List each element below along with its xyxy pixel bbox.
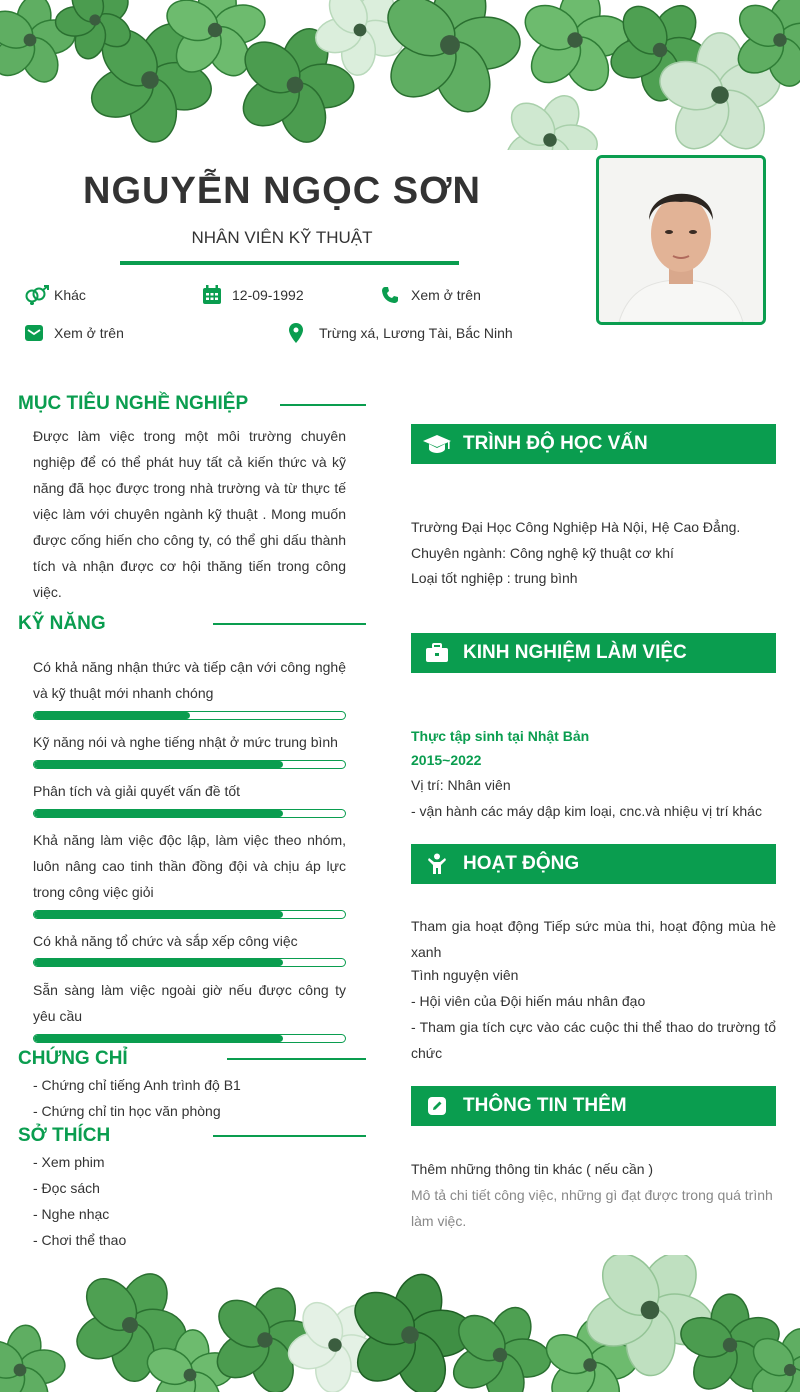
objective-heading: MỤC TIÊU NGHỀ NGHIỆP	[18, 393, 249, 414]
experience-title: KINH NGHIỆM LÀM VIỆC	[463, 642, 687, 663]
additional-info-description: Mô tả chi tiết công việc, những gì đạt được trong quá trình làm việc.	[411, 1187, 773, 1229]
briefcase-icon	[411, 633, 463, 673]
additional-info-line: Thêm những thông tin khác ( nếu cần )	[411, 1161, 654, 1177]
skill-text: Phân tích và giải quyết vấn đề tốt	[33, 783, 241, 799]
phone-icon	[381, 283, 411, 307]
skill-bar-fill	[34, 959, 283, 966]
education-title: TRÌNH ĐỘ HỌC VẤN	[463, 433, 648, 454]
hobby-item: - Nghe nhạc	[33, 1206, 110, 1222]
job-title: NHÂN VIÊN KỸ THUẬT	[191, 228, 373, 247]
phone-info	[381, 283, 481, 307]
activities-title: HOẠT ĐỘNG	[463, 853, 580, 874]
gender-info	[24, 283, 86, 307]
experience-description: - vận hành các máy dập kim loại, cnc.và nhiệu vị trí khác	[411, 803, 762, 819]
skill-bar	[33, 711, 346, 720]
hobbies-heading: SỞ THÍCH	[18, 1125, 111, 1146]
certificates-heading-line	[227, 1058, 366, 1060]
activity-line: Tình nguyện viên	[411, 967, 519, 983]
skill-bar	[33, 958, 346, 967]
profile-photo	[596, 155, 766, 325]
activities-header	[411, 844, 776, 884]
additional-info-header	[411, 1086, 776, 1126]
hobby-item: - Chơi thể thao	[33, 1232, 127, 1248]
phone-value: Xem ở trên	[411, 287, 481, 303]
education-line: Chuyên ngành: Công nghệ kỹ thuật cơ khí	[411, 545, 674, 561]
activity-line: - Tham gia tích cực vào các cuộc thi thể thao do trường tổ chức	[411, 1019, 776, 1061]
skill-bar-fill	[34, 761, 283, 768]
hobby-item: - Đọc sách	[33, 1180, 100, 1196]
birthday-info	[202, 283, 304, 307]
floral-footer-decoration	[0, 1255, 800, 1392]
person-icon	[411, 844, 463, 884]
address-info	[289, 321, 513, 345]
gender-icon	[24, 283, 54, 307]
skill-bar	[33, 809, 346, 818]
hobbies-heading-line	[213, 1135, 366, 1137]
skill-bar	[33, 760, 346, 769]
skill-bar	[33, 1034, 346, 1043]
education-line: Loại tốt nghiệp : trung bình	[411, 570, 578, 586]
skills-heading-line	[213, 623, 366, 625]
email-info	[24, 321, 124, 345]
hobby-item: - Xem phim	[33, 1154, 105, 1170]
candidate-name: NGUYỄN NGỌC SƠN	[83, 170, 481, 212]
skill-bar	[33, 910, 346, 919]
birthday-value: 12-09-1992	[232, 287, 304, 303]
gender-value: Khác	[54, 287, 86, 303]
email-value: Xem ở trên	[54, 325, 124, 341]
title-underline	[120, 261, 459, 265]
skill-text: Khả năng làm việc độc lập, làm việc theo nhóm, luôn nâng cao tinh thần đồng đội và chịu áp lực trong công việc giỏi	[33, 832, 346, 900]
graduation-cap-icon	[411, 424, 463, 464]
additional-info-title: THÔNG TIN THÊM	[463, 1095, 627, 1116]
address-value: Trừng xá, Lương Tài, Bắc Ninh	[319, 325, 513, 341]
experience-position: Vị trí: Nhân viên	[411, 777, 511, 793]
objective-text: Được làm việc trong một môi trường chuyên nghiệp để có thể phát huy tất cả kiến thức và kỹ năng đã học được trong nhà trường và từ thực tế việc làm với chuyên ngành kỹ thuật . Mong muốn được cống hiến cho công ty, có thể ghi dấu thành tích và nhận được cơ hội thăng tiến trong công việc.	[33, 428, 346, 600]
experience-company: Thực tập sinh tại Nhật Bản	[411, 728, 590, 744]
skill-text: Có khả năng tổ chức và sắp xếp công việc	[33, 933, 298, 949]
flower-decoration	[0, 1317, 75, 1392]
skill-bar-fill	[34, 1035, 283, 1042]
skill-text: Kỹ năng nói và nghe tiếng nhật ở mức trung bình	[33, 734, 338, 750]
education-line: Trường Đại Học Công Nghiệp Hà Nội, Hệ Cao Đẳng.	[411, 519, 741, 535]
activity-line: Tham gia hoạt động Tiếp sức mùa thi, hoạt động mùa hè xanh	[411, 918, 776, 960]
email-icon	[24, 321, 54, 345]
education-header	[411, 424, 776, 464]
calendar-icon	[202, 283, 232, 307]
certificate-item: - Chứng chỉ tiếng Anh trình độ B1	[33, 1077, 241, 1093]
skills-heading: KỸ NĂNG	[18, 613, 106, 634]
activity-line: - Hội viên của Đội hiến máu nhân đạo	[411, 993, 646, 1009]
edit-icon	[411, 1086, 463, 1126]
objective-heading-line	[280, 404, 366, 406]
skill-text: Có khả năng nhận thức và tiếp cận với công nghệ và kỹ thuật mới nhanh chóng	[33, 659, 346, 701]
experience-period: 2015~2022	[411, 752, 482, 768]
skill-bar-fill	[34, 810, 283, 817]
certificate-item: - Chứng chỉ tin học văn phòng	[33, 1103, 221, 1119]
skill-bar-fill	[34, 712, 190, 719]
location-icon	[289, 321, 319, 345]
experience-header	[411, 633, 776, 673]
floral-header-decoration	[0, 0, 800, 150]
skill-text: Sẵn sàng làm việc ngoài giờ nếu được công ty yêu cầu	[33, 982, 346, 1024]
certificates-heading: CHỨNG CHỈ	[18, 1048, 128, 1069]
skill-bar-fill	[34, 911, 283, 918]
